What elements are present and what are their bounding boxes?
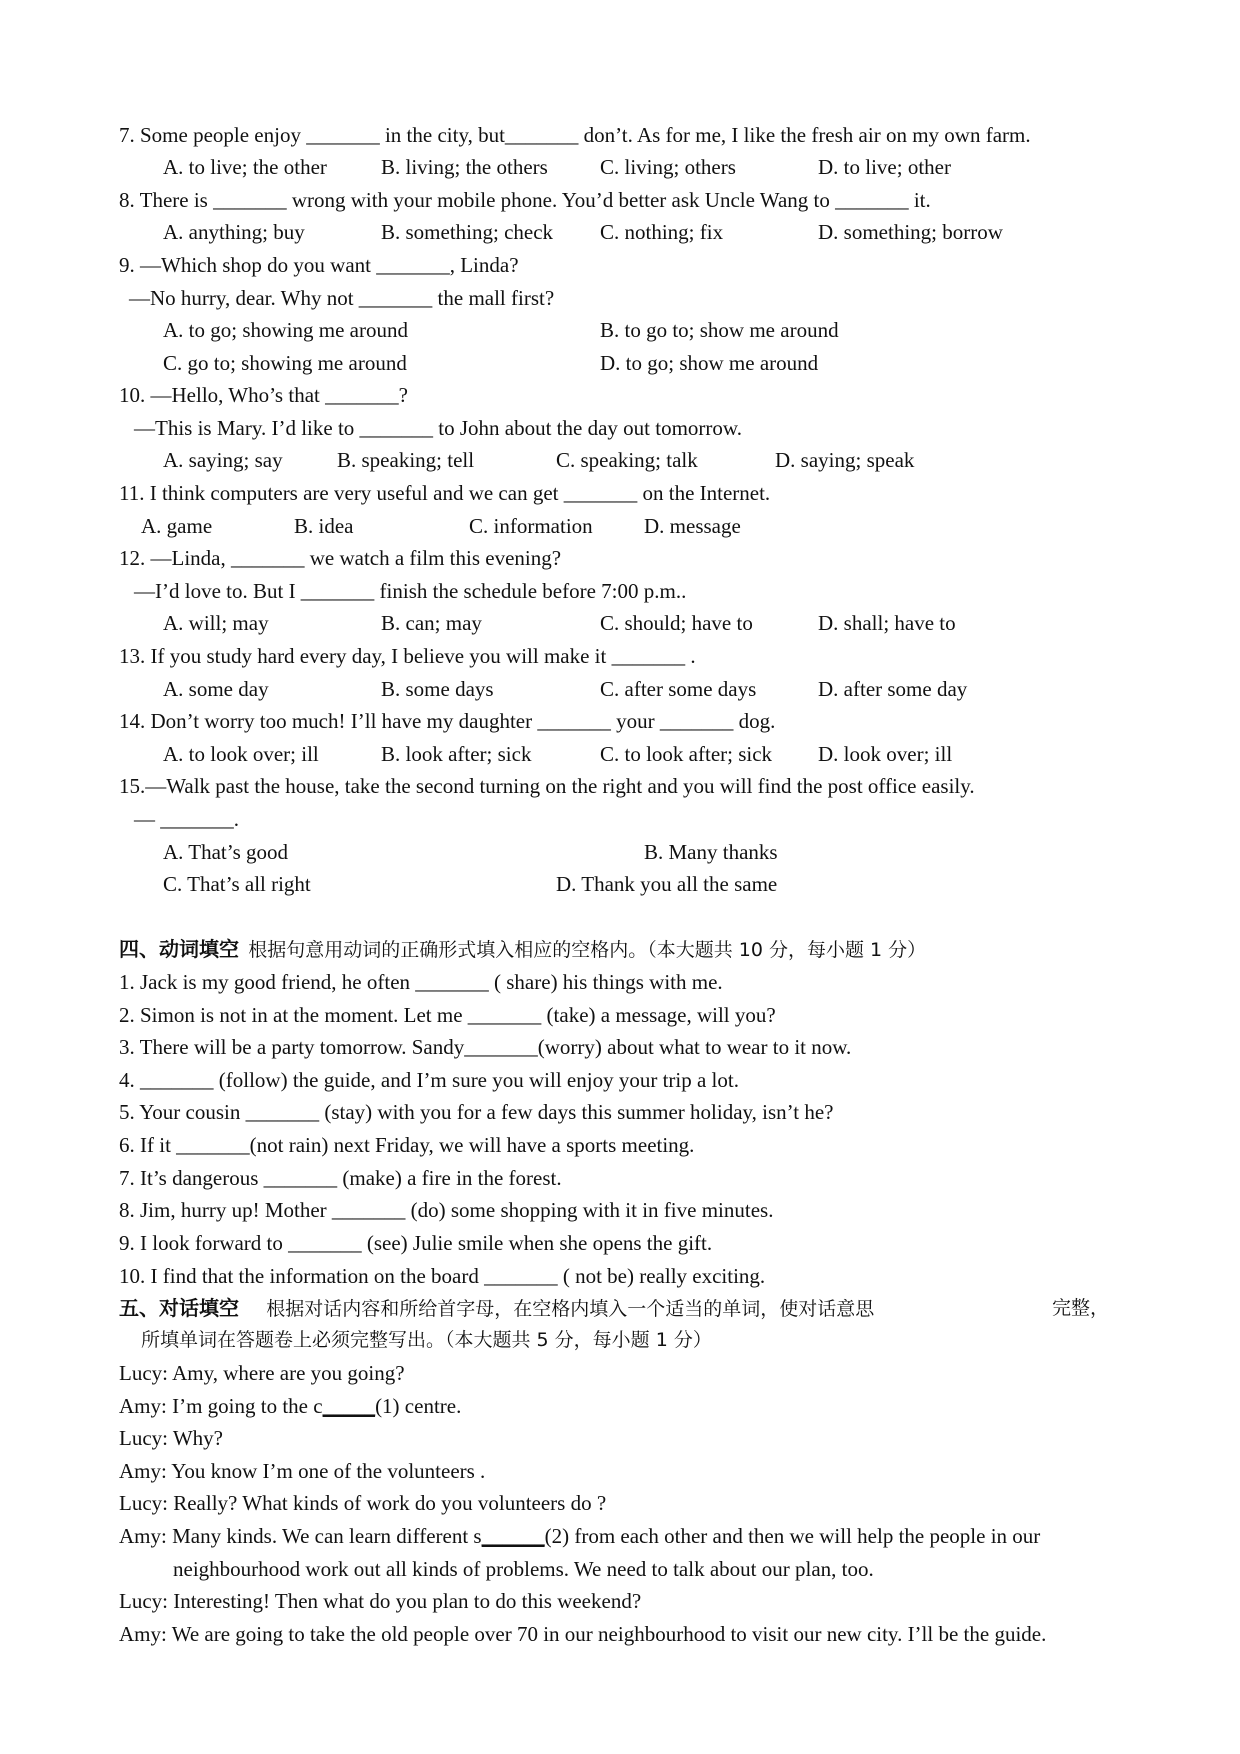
question-13-option-a: A. some day [163,677,269,701]
section-5-instruction-1: 根据对话内容和所给首字母，在空格内填入一个适当的单词，使对话意思 [266,1298,875,1320]
question-14-option-d: D. look over; ill [818,742,953,766]
question-8-stem: 8. There is _______ wrong with your mobile phone. You’d better ask Uncle Wang to _______ it. [119,188,931,212]
question-15-option-d: D. Thank you all the same [556,872,778,896]
dialogue-line-6 [119,1522,1117,1550]
section-5-instruction-1b: 完整， [1052,1297,1110,1319]
question-9-stem: 9. —Which shop do you want _______, Linda? [119,253,519,277]
question-12-stem: 12. —Linda, _______ we watch a film this evening? [119,546,562,570]
question-11-option-a: A. game [141,514,213,538]
question-13-stem: 13. If you study hard every day, I believe you will make it _______ . [119,644,696,668]
section-5-header [119,1294,874,1323]
question-15-reply: — _______. [134,807,239,831]
blank-2: ______ [481,1524,545,1548]
question-8-option-d: D. something; borrow [818,220,1003,244]
question-14-option-a: A. to look over; ill [163,742,319,766]
question-15-option-b: B. Many thanks [644,840,778,864]
section-5-instruction-2: 所填单词在答题卷上必须完整写出。（本大题共 5 分，每小题 1 分） [141,1329,712,1351]
question-7-stem: 7. Some people enjoy _______ in the city, but_______ don’t. As for me, I like the fresh air on my own farm. [119,123,1031,147]
question-15-option-c: C. That’s all right [163,872,311,896]
dialogue-line-6-text: Amy: Many kinds. We can learn different s [119,1524,482,1548]
question-12-option-b: B. can; may [381,611,482,635]
dialogue-line-5: Lucy: Really? What kinds of work do you volunteers do ? [119,1491,607,1515]
dialogue-line-6-end: (2) from each other and then we will help the people in our [544,1524,1041,1548]
verb-item-8: 8. Jim, hurry up! Mother _______ (do) some shopping with it in five minutes. [119,1198,774,1222]
verb-item-9: 9. I look forward to _______ (see) Julie smile when she opens the gift. [119,1231,713,1255]
question-14-option-c: C. to look after; sick [600,742,773,766]
dialogue-line-4: Amy: You know I’m one of the volunteers . [119,1459,486,1483]
section-4-header [119,935,926,964]
question-11-stem: 11. I think computers are very useful and we can get _______ on the Internet. [119,481,771,505]
verb-item-1: 1. Jack is my good friend, he often _______ ( share) his things with me. [119,970,723,994]
question-10-option-b: B. speaking; tell [337,448,475,472]
question-7-option-c: C. living; others [600,155,736,179]
section-4-instruction: 根据句意用动词的正确形式填入相应的空格内。（本大题共 10 分，每小题 1 分） [248,939,927,961]
verb-item-5: 5. Your cousin _______ (stay) with you for a few days this summer holiday, isn’t he? [119,1100,834,1124]
question-10-option-c: C. speaking; talk [556,448,698,472]
verb-item-4: 4. _______ (follow) the guide, and I’m sure you will enjoy your trip a lot. [119,1068,739,1092]
question-8-option-b: B. something; check [381,220,554,244]
question-15-option-a: A. That’s good [163,840,289,864]
question-9-option-b: B. to go to; show me around [600,318,839,342]
question-7-option-b: B. living; the others [381,155,548,179]
dialogue-line-2 [119,1392,461,1420]
dialogue-line-8: Amy: We are going to take the old people over 70 in our neighbourhood to visit our new city. I’ll be the guide. [119,1622,1047,1646]
question-8-option-c: C. nothing; fix [600,220,724,244]
verb-item-2: 2. Simon is not in at the moment. Let me _______ (take) a message, will you? [119,1003,776,1027]
verb-item-7: 7. It’s dangerous _______ (make) a fire in the forest. [119,1166,562,1190]
question-12-option-c: C. should; have to [600,611,753,635]
dialogue-line-6-continued: neighbourhood work out all kinds of problems. We need to talk about our plan, too. [173,1557,874,1581]
question-10-reply: —This is Mary. I’d like to _______ to John about the day out tomorrow. [134,416,742,440]
question-12-reply: —I’d love to. But I _______ finish the schedule before 7:00 p.m.. [134,579,687,603]
question-12-option-d: D. shall; have to [818,611,956,635]
question-15-stem: 15.—Walk past the house, take the second turning on the right and you will find the post office easily. [119,774,975,798]
question-13-option-b: B. some days [381,677,494,701]
question-7-option-d: D. to live; other [818,155,951,179]
dialogue-line-2-end: (1) centre. [375,1394,462,1418]
question-11-option-b: B. idea [294,514,354,538]
question-11-option-c: C. information [469,514,593,538]
question-14-stem: 14. Don’t worry too much! I’ll have my daughter _______ your _______ dog. [119,709,776,733]
question-11-option-d: D. message [644,514,741,538]
section-4-heading: 四、动词填空 [119,937,239,961]
question-12-option-a: A. will; may [163,611,269,635]
question-9-option-a: A. to go; showing me around [163,318,408,342]
question-9-option-d: D. to go; show me around [600,351,819,375]
section-5-heading: 五、对话填空 [119,1296,239,1320]
dialogue-line-1: Lucy: Amy, where are you going? [119,1361,405,1385]
dialogue-line-2-text: Amy: I’m going to the c [119,1394,323,1418]
blank-1: _____ [322,1394,376,1418]
question-13-option-c: C. after some days [600,677,757,701]
question-8-option-a: A. anything; buy [163,220,305,244]
verb-item-6: 6. If it _______(not rain) next Friday, we will have a sports meeting. [119,1133,695,1157]
question-10-option-a: A. saying; say [163,448,283,472]
question-9-reply: —No hurry, dear. Why not _______ the mall first? [129,286,555,310]
question-9-option-c: C. go to; showing me around [163,351,407,375]
verb-item-3: 3. There will be a party tomorrow. Sandy_______(worry) about what to wear to it now. [119,1035,852,1059]
dialogue-line-3: Lucy: Why? [119,1426,223,1450]
question-10-stem: 10. —Hello, Who’s that _______? [119,383,408,407]
question-13-option-d: D. after some day [818,677,968,701]
verb-item-10: 10. I find that the information on the board _______ ( not be) really exciting. [119,1264,766,1288]
question-10-option-d: D. saying; speak [775,448,915,472]
dialogue-line-7: Lucy: Interesting! Then what do you plan to do this weekend? [119,1589,642,1613]
question-14-option-b: B. look after; sick [381,742,532,766]
question-7-option-a: A. to live; the other [163,155,327,179]
